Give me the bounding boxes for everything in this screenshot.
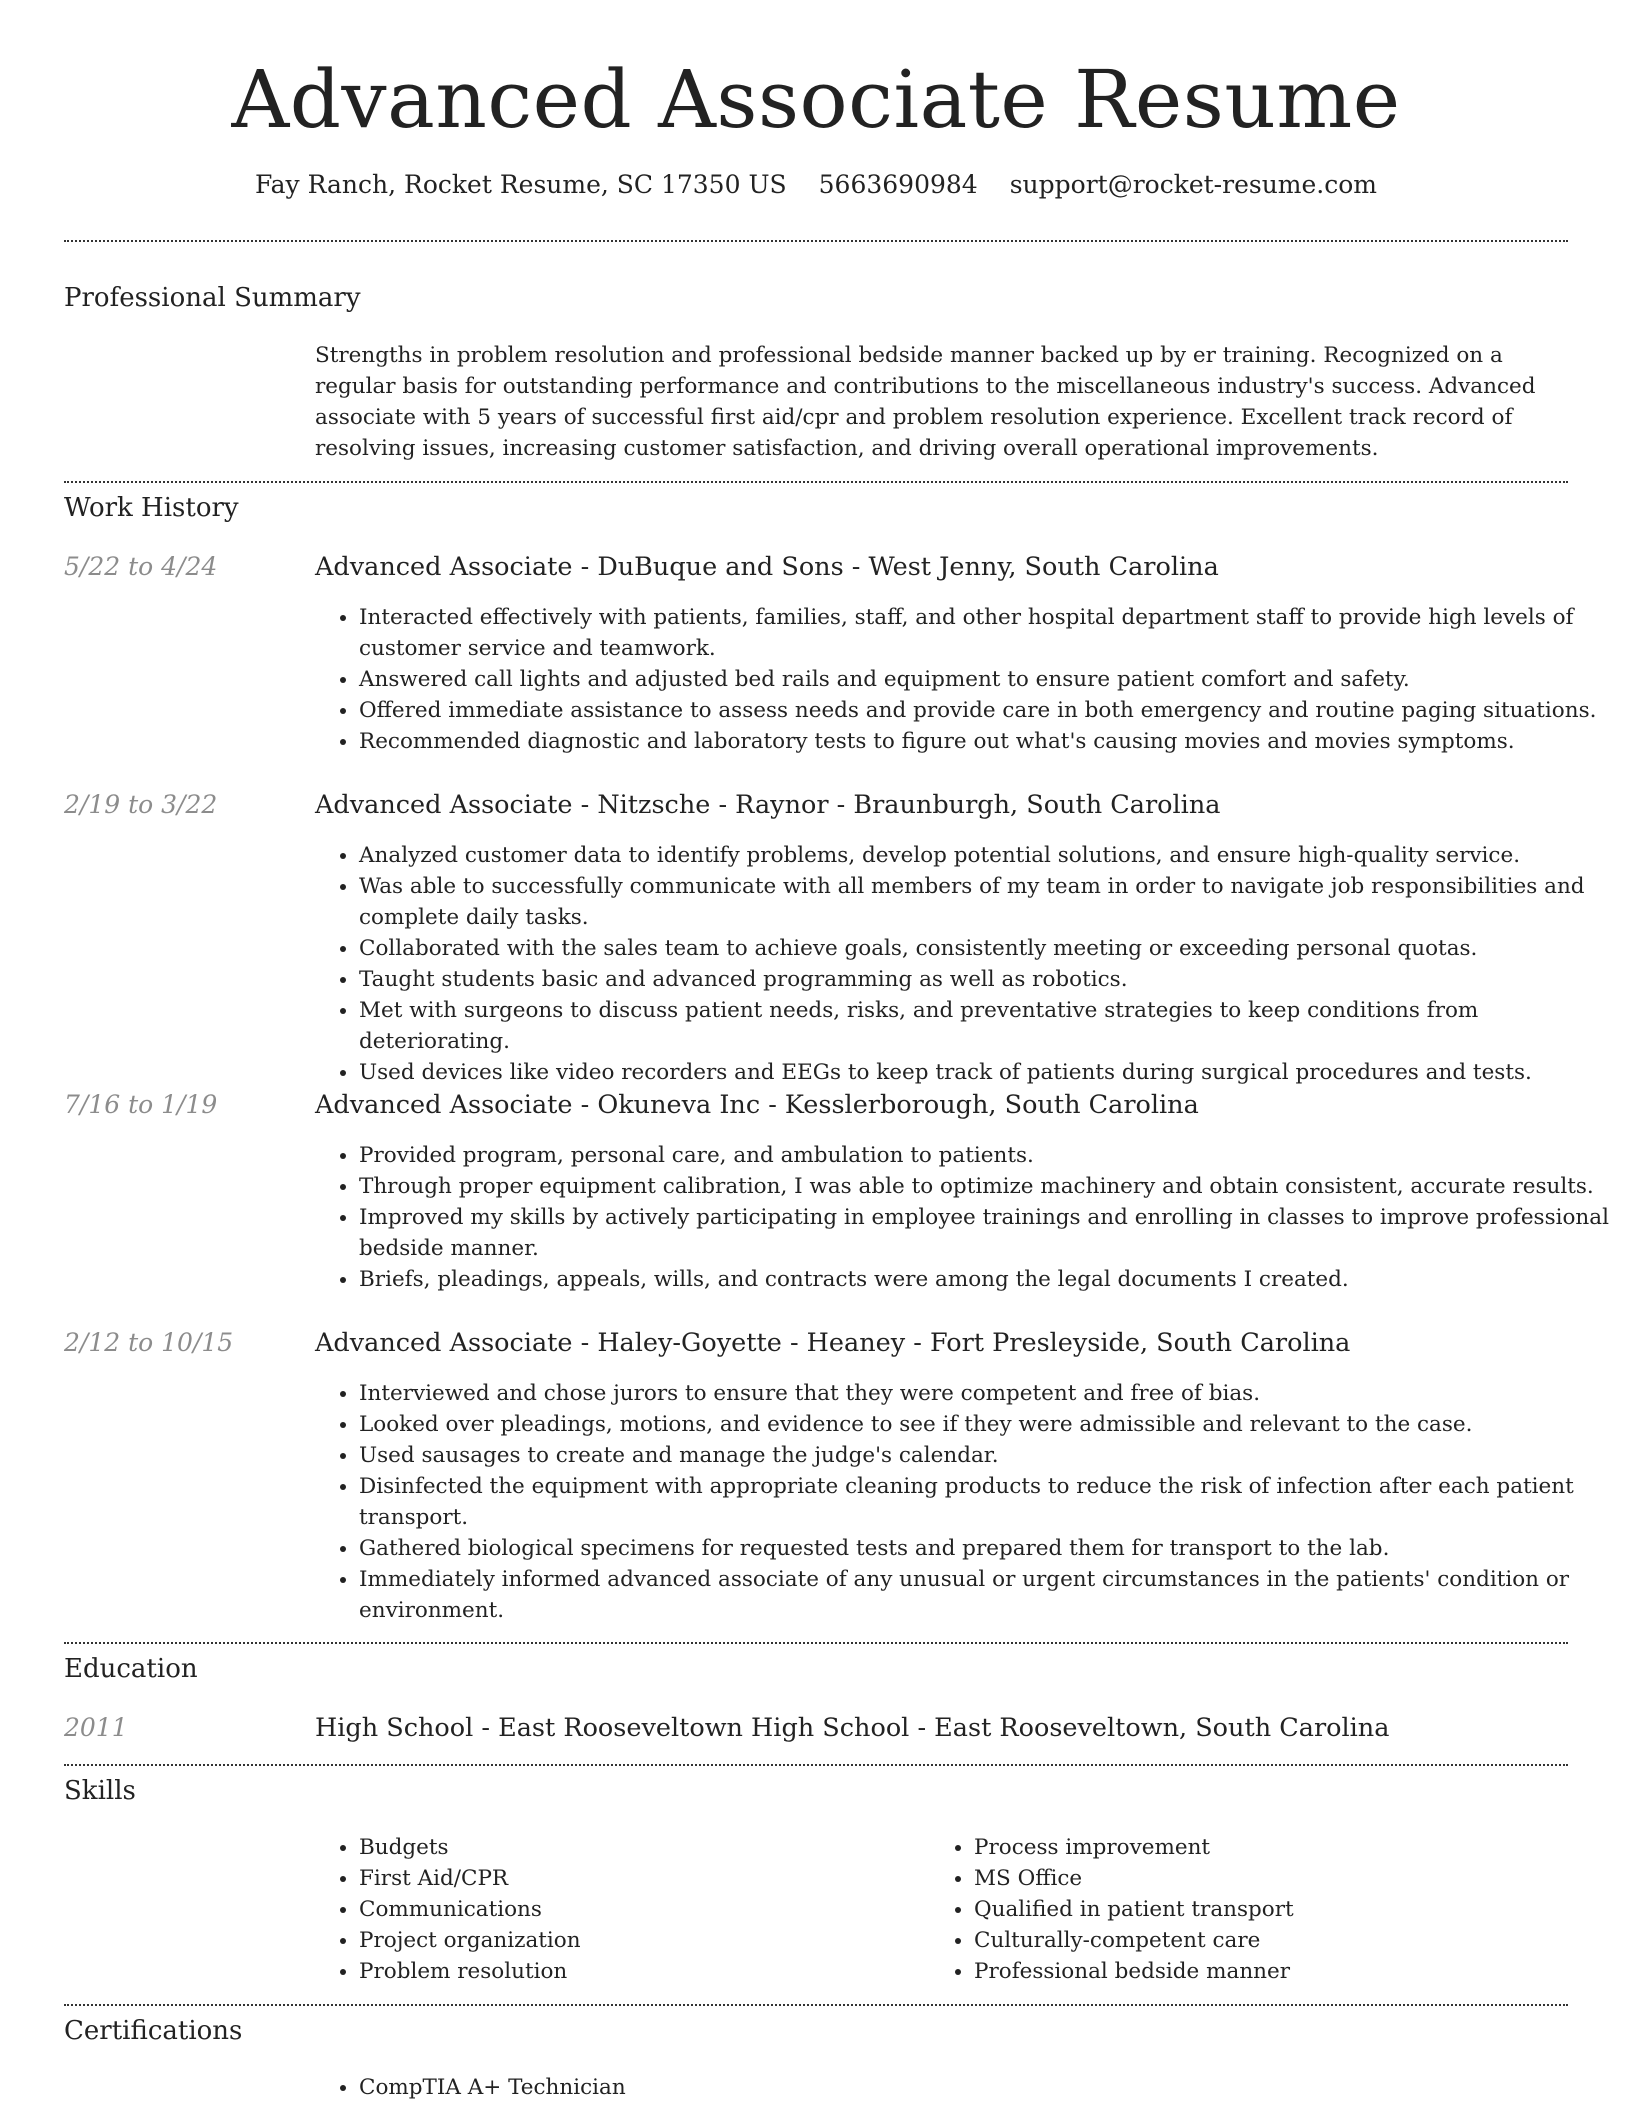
job-date: 2/12 to 10/15 [64,1328,234,1357]
list-item: • Answered call lights and adjusted bed rails and equipment to ensure patient comfort and safety. [359,664,1612,695]
divider [64,1764,1568,1766]
list-item: • First Aid/CPR [359,1863,581,1894]
list-item: • Used devices like video recorders and EEGs to keep track of patients during surgical procedures and tests. [359,1057,1612,1088]
list-item: • Communications [359,1894,581,1925]
list-item: • Budgets [359,1832,581,1863]
list-item: • Was able to successfully communicate with all members of my team in order to navigate job responsibilities and complete daily tasks. [359,871,1612,933]
work-history-heading: Work History [64,493,239,523]
job-date: 7/16 to 1/19 [64,1090,218,1119]
list-item: • Through proper equipment calibration, I was able to optimize machinery and obtain consistent, accurate results. [359,1171,1612,1202]
job-date: 2/19 to 3/22 [64,790,218,819]
list-item: • Taught students basic and advanced programming as well as robotics. [359,964,1612,995]
list-item: • Disinfected the equipment with appropriate cleaning products to reduce the risk of infection after each patient transport. [359,1471,1612,1533]
list-item: • Problem resolution [359,1956,581,1987]
contact-phone: 5663690984 [818,170,978,199]
list-item: • Qualified in patient transport [974,1894,1294,1925]
contact-email: support@rocket-resume.com [1009,170,1378,199]
job-bullets [315,602,1612,757]
job-title: Advanced Associate - Haley-Goyette - Heaney - Fort Presleyside, South Carolina [315,1328,1351,1358]
list-item: • Provided program, personal care, and ambulation to patients. [359,1140,1612,1171]
list-item: • Immediately informed advanced associate of any unusual or urgent circumstances in the patients' condition or environment. [359,1564,1612,1626]
list-item: • Offered immediate assistance to assess needs and provide care in both emergency and routine paging situations. [359,695,1612,726]
job-bullets [315,1378,1612,1626]
job-title: Advanced Associate - Okuneva Inc - Kesslerborough, South Carolina [315,1090,1199,1120]
list-item: • Improved my skills by actively participating in employee trainings and enrolling in classes to improve professional bedside manner. [359,1202,1612,1264]
list-item: • MS Office [974,1863,1294,1894]
certifications-heading: Certifications [64,2016,243,2046]
job-title: Advanced Associate - DuBuque and Sons - West Jenny, South Carolina [315,552,1219,582]
divider [64,240,1568,242]
resume-name: Advanced Associate Resume [231,53,1401,146]
education-heading: Education [64,1654,198,1684]
list-item: • Culturally-competent care [974,1925,1294,1956]
skills-list-right [930,1832,1294,1987]
education-date: 2011 [64,1713,128,1742]
job-date: 5/22 to 4/24 [64,552,218,581]
list-item: • Project organization [359,1925,581,1956]
job-title: Advanced Associate - Nitzsche - Raynor - Braunburgh, South Carolina [315,790,1221,820]
education-entry: High School - East Rooseveltown High School - East Rooseveltown, South Carolina [315,1713,1390,1743]
list-item: • Used sausages to create and manage the judge's calendar. [359,1440,1612,1471]
list-item: • Process improvement [974,1832,1294,1863]
list-item: • Interacted effectively with patients, families, staff, and other hospital department staff to provide high levels of customer service and teamwork. [359,602,1612,664]
list-item: • Briefs, pleadings, appeals, wills, and contracts were among the legal documents I created. [359,1264,1612,1295]
skills-heading: Skills [64,1776,136,1806]
list-item: • Met with surgeons to discuss patient needs, risks, and preventative strategies to keep conditions from deteriorating. [359,995,1612,1057]
job-bullets [315,1140,1612,1295]
certifications-list [315,2072,626,2103]
resume-header [0,0,1632,199]
list-item: • Recommended diagnostic and laboratory tests to figure out what's causing movies and movies symptoms. [359,726,1612,757]
list-item: • Collaborated with the sales team to achieve goals, consistently meeting or exceeding personal quotas. [359,933,1612,964]
job-bullets [315,840,1612,1088]
list-item: • CompTIA A+ Technician [359,2072,626,2103]
divider [64,1642,1568,1644]
list-item: • Looked over pleadings, motions, and evidence to see if they were admissible and relevant to the case. [359,1409,1612,1440]
skills-list-left [315,1832,581,1987]
summary-text: Strengths in problem resolution and professional bedside manner backed up by er training. Recognized on a regular basis for outstanding performance and contributions to the miscellaneous industry's success. Advanced associate with 5 years of successful first aid/cpr and problem resolution experience. Excellent track record of resolving issues, increasing customer satisfaction, and driving overall operational improvements. [315,343,1536,461]
summary-heading: Professional Summary [64,283,361,313]
list-item: • Professional bedside manner [974,1956,1294,1987]
contact-address: Fay Ranch, Rocket Resume, SC 17350 US [254,170,787,199]
divider [64,481,1568,483]
divider [64,2004,1568,2006]
list-item: • Gathered biological specimens for requested tests and prepared them for transport to the lab. [359,1533,1612,1564]
contact-line [0,170,1632,199]
list-item: • Analyzed customer data to identify problems, develop potential solutions, and ensure high-quality service. [359,840,1612,871]
list-item: • Interviewed and chose jurors to ensure that they were competent and free of bias. [359,1378,1612,1409]
